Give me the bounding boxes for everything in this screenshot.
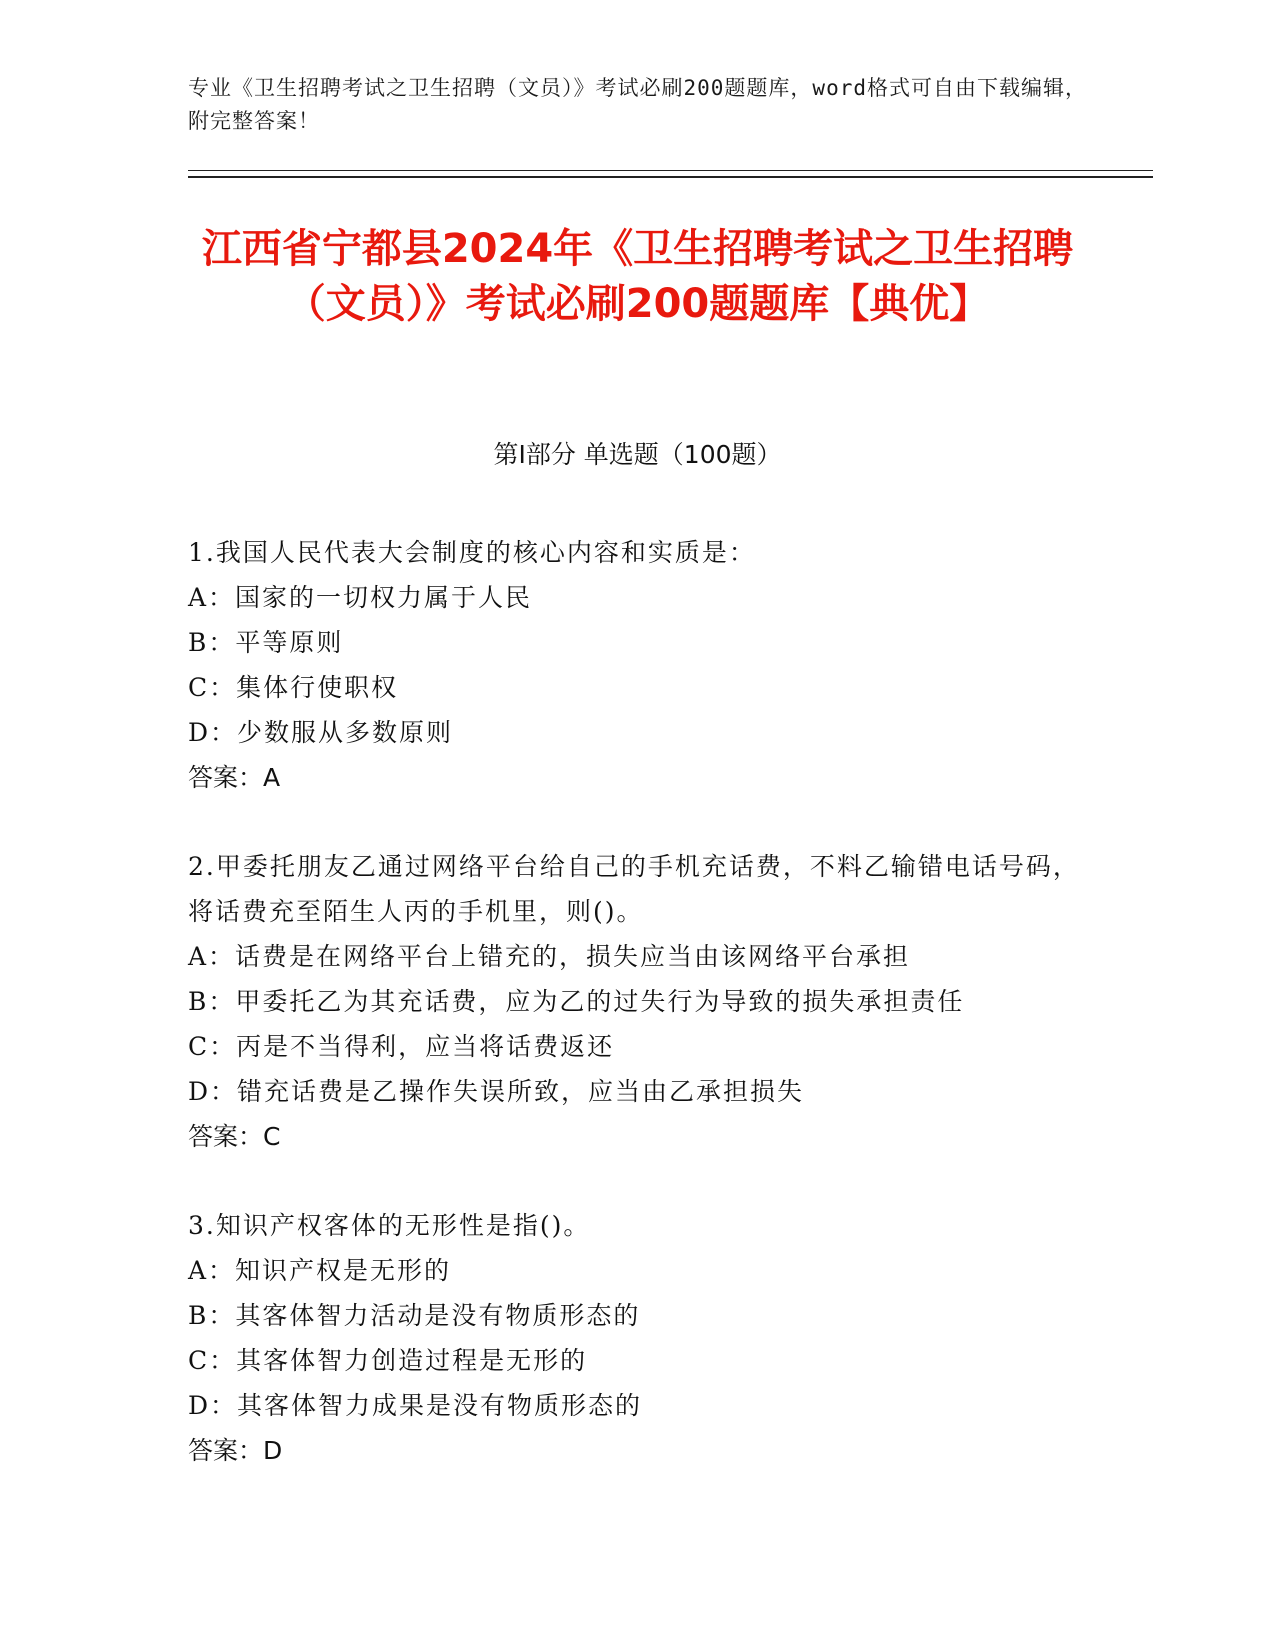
question-stem: 1.我国人民代表大会制度的核心内容和实质是： <box>188 538 756 567</box>
answer-line: 答案：A <box>188 763 281 792</box>
option-a: A：国家的一切权力属于人民 <box>188 583 533 612</box>
option-a: A：话费是在网络平台上错充的，损失应当由该网络平台承担 <box>188 942 911 971</box>
question-stem: 3.知识产权客体的无形性是指()。 <box>188 1211 591 1240</box>
option-b: B：其客体智力活动是没有物质形态的 <box>188 1301 641 1330</box>
section-heading: 第Ⅰ部分 单选题（100题） <box>493 440 782 469</box>
option-c: C：集体行使职权 <box>188 673 399 702</box>
option-c: C：其客体智力创造过程是无形的 <box>188 1346 588 1375</box>
question-item <box>188 844 1088 1159</box>
document-title: 江西省宁都县2024年《卫生招聘考试之卫生招聘（文员）》考试必刷200题题库【典优】 <box>201 226 1074 327</box>
option-d: D：少数服从多数原则 <box>188 718 454 747</box>
header-note: 专业《卫生招聘考试之卫生招聘（文员）》考试必刷200题题库，word格式可自由下载编辑，附完整答案！ <box>188 76 1087 133</box>
option-b: B：甲委托乙为其充话费，应为乙的过失行为导致的损失承担责任 <box>188 987 965 1016</box>
option-d: D：错充话费是乙操作失误所致，应当由乙承担损失 <box>188 1077 805 1106</box>
answer-line: 答案：C <box>188 1122 281 1151</box>
header-divider-bottom <box>188 176 1153 178</box>
option-b: B：平等原则 <box>188 628 344 657</box>
question-item <box>188 1203 1088 1473</box>
option-c: C：丙是不当得利，应当将话费返还 <box>188 1032 615 1061</box>
answer-line: 答案：D <box>188 1436 283 1465</box>
question-stem: 2.甲委托朋友乙通过网络平台给自己的手机充话费，不料乙输错电话号码，将话费充至陌生人丙的手机里，则()。 <box>188 852 1080 926</box>
header-divider-top <box>188 170 1153 171</box>
question-item <box>188 530 1088 800</box>
option-d: D：其客体智力成果是没有物质形态的 <box>188 1391 643 1420</box>
question-list <box>188 530 1088 1517</box>
option-a: A：知识产权是无形的 <box>188 1256 452 1285</box>
